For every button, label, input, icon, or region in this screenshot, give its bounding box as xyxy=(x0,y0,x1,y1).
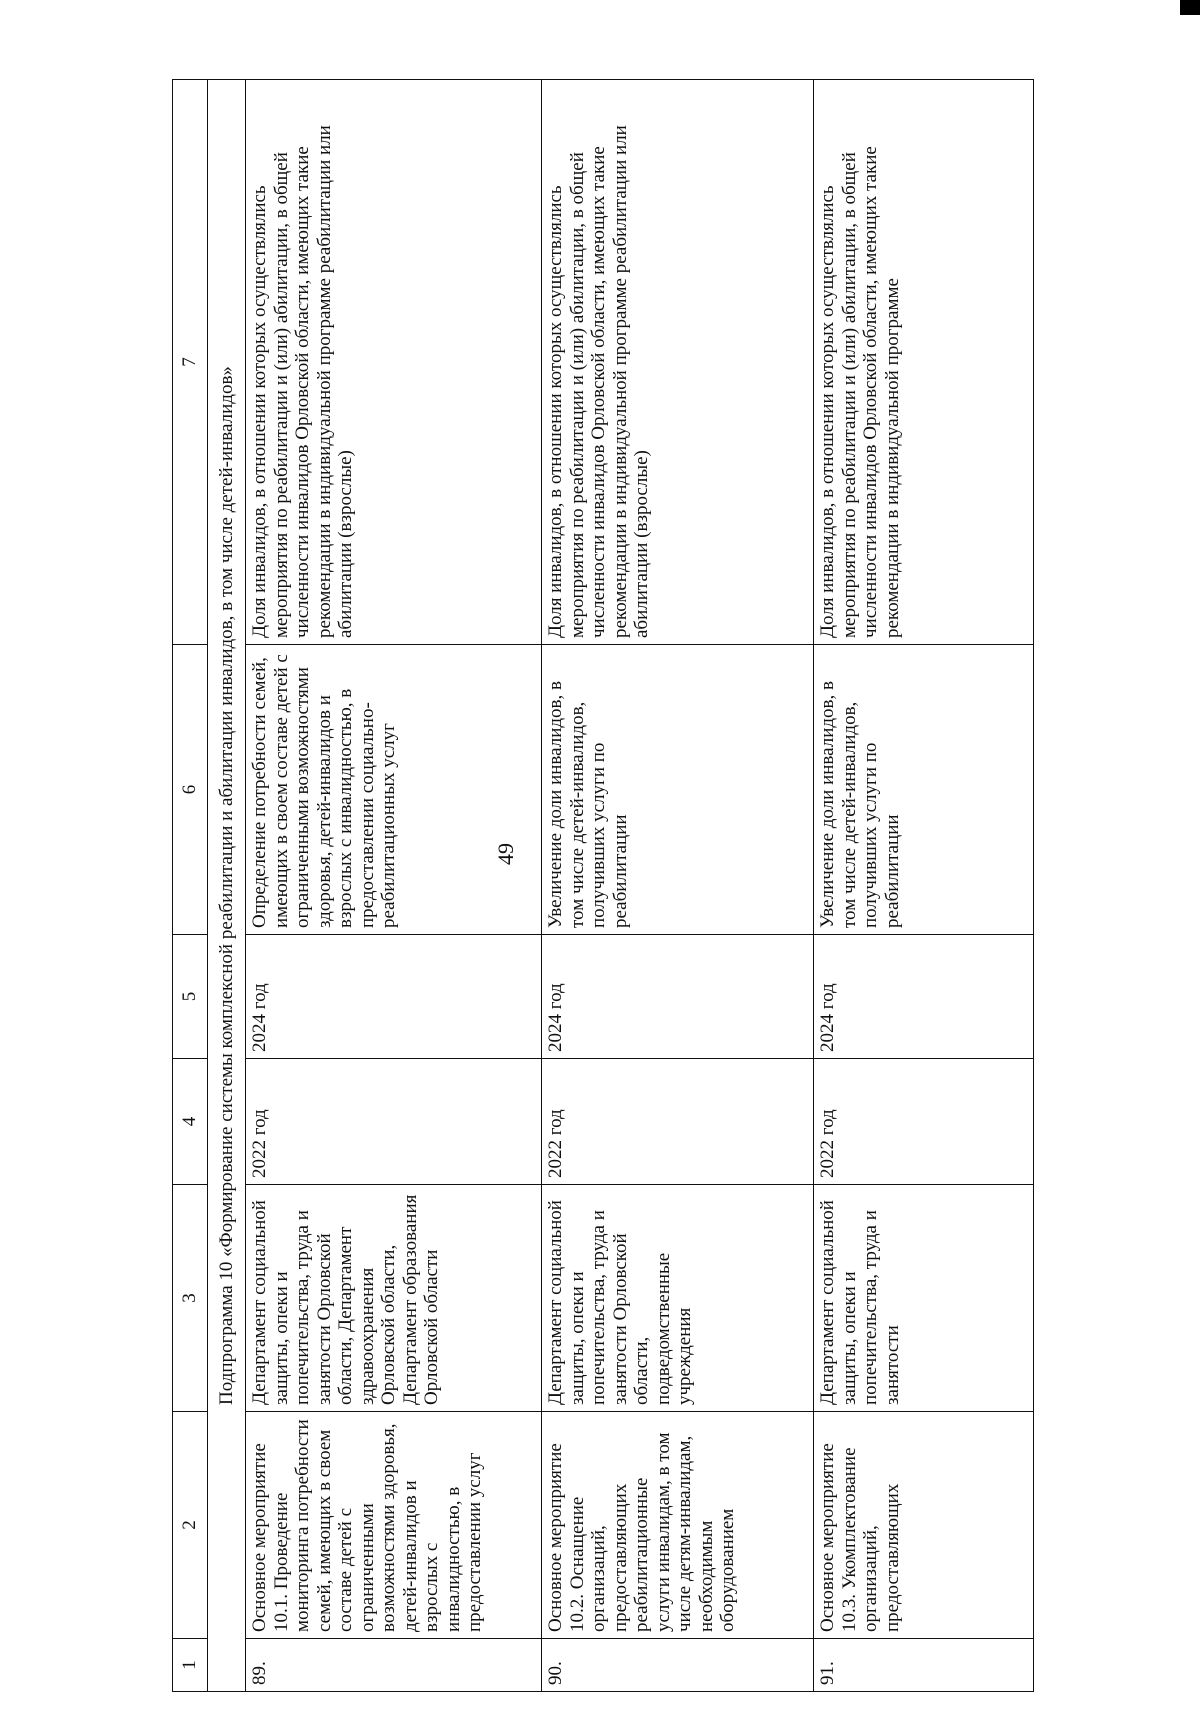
page-number: 49 xyxy=(493,843,518,865)
executor-cell: Департамент социальной защиты, опеки и попечительства, труда и занятости xyxy=(814,1185,1034,1412)
executor-cell: Департамент социальной защиты, опеки и попечительства, труда и занятости Орловской области, подведомственные учреждения xyxy=(542,1185,814,1412)
result-cell: Увеличение доли инвалидов, в том числе детей-инвалидов, получивших услуги по реабилитации xyxy=(542,645,814,935)
result-cell: Определение потребности семей, имеющих в своем составе детей с ограниченными возможностями здоровья, детей-инвалидов и взрослых с инвалидностью, в предоставлении социально-реабилитационных услуг xyxy=(246,645,542,935)
measure-cell: Основное мероприятие 10.2. Оснащение организаций, предоставляющих реабилитационные услуги инвалидам, в том числе детям-инвалидам, необходимым оборудованием xyxy=(542,1412,814,1639)
start-cell: 2022 год xyxy=(814,1059,1034,1185)
column-header: 3 xyxy=(173,1185,208,1412)
start-cell: 2022 год xyxy=(246,1059,542,1185)
row-number: 89. xyxy=(246,1639,542,1692)
column-header: 6 xyxy=(173,645,208,935)
indicator-cell: Доля инвалидов, в отношении которых осуществлялись мероприятия по реабилитации и (или) абилитации, в общей численности инвалидов Орловской области, имеющих такие рекомендации в индивидуальной программе реабилитации или абилитации (взрослые) xyxy=(246,80,542,645)
end-cell: 2024 год xyxy=(246,935,542,1059)
table-row xyxy=(814,80,1034,1692)
measures-table xyxy=(172,79,1034,1692)
table-row xyxy=(542,80,814,1692)
column-header: 4 xyxy=(173,1059,208,1185)
end-cell: 2024 год xyxy=(542,935,814,1059)
column-header: 2 xyxy=(173,1412,208,1639)
subprogram-row xyxy=(208,80,246,1692)
measure-cell: Основное мероприятие 10.3. Укомплектование организаций, предоставляющих xyxy=(814,1412,1034,1639)
measure-cell: Основное мероприятие 10.1. Проведение мониторинга потребности семей, имеющих в своем составе детей с ограниченными возможностями здоровья, детей-инвалидов и взрослых с инвалидностью, в предоставлении услуг xyxy=(246,1412,542,1639)
row-number: 91. xyxy=(814,1639,1034,1692)
end-cell: 2024 год xyxy=(814,935,1034,1059)
rotated-table-wrapper xyxy=(172,80,1034,1692)
column-number-row xyxy=(173,80,208,1692)
scan-corner-mark xyxy=(1180,0,1200,15)
column-header: 5 xyxy=(173,935,208,1059)
result-cell: Увеличение доли инвалидов, в том числе детей-инвалидов, получивших услуги по реабилитации xyxy=(814,645,1034,935)
start-cell: 2022 год xyxy=(542,1059,814,1185)
executor-cell: Департамент социальной защиты, опеки и попечительства, труда и занятости Орловской области, Департамент здравоохранения Орловской области, Департамент образования Орловской области xyxy=(246,1185,542,1412)
indicator-cell: Доля инвалидов, в отношении которых осуществлялись мероприятия по реабилитации и (или) абилитации, в общей численности инвалидов Орловской области, имеющих такие рекомендации в индивидуальной программе xyxy=(814,80,1034,645)
table-row xyxy=(246,80,542,1692)
row-number: 90. xyxy=(542,1639,814,1692)
column-header: 7 xyxy=(173,80,208,645)
indicator-cell: Доля инвалидов, в отношении которых осуществлялись мероприятия по реабилитации и (или) абилитации, в общей численности инвалидов Орловской области, имеющих такие рекомендации в индивидуальной программе реабилитации или абилитации (взрослые) xyxy=(542,80,814,645)
column-header: 1 xyxy=(173,1639,208,1692)
subprogram-title: Подпрограмма 10 «Формирование системы комплексной реабилитации и абилитации инвалидов, в том числе детей-инвалидов» xyxy=(208,80,246,1692)
